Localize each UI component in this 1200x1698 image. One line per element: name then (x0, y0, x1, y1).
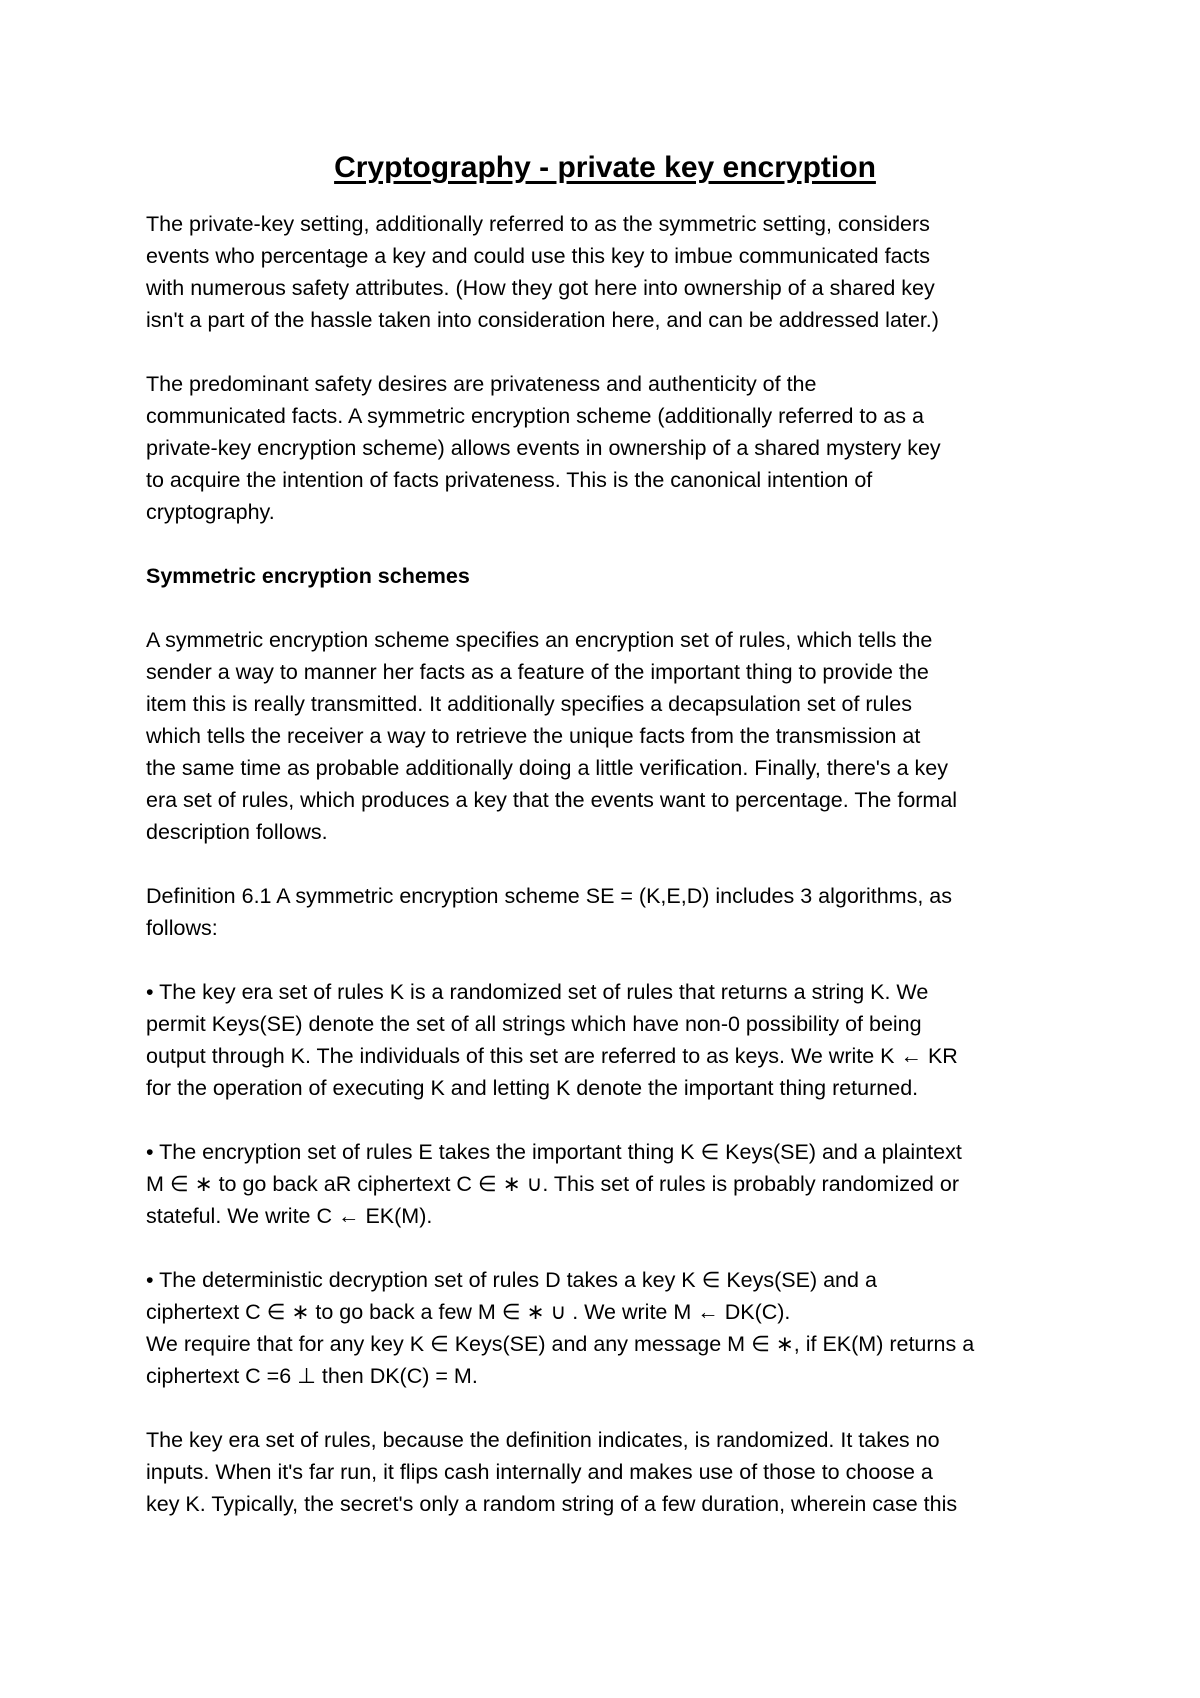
text-line: era set of rules, which produces a key that the events want to percentage. The formal (146, 788, 958, 812)
text-line: for the operation of executing K and letting K denote the important thing returned. (146, 1076, 919, 1100)
text-line: The private-key setting, additionally referred to as the symmetric setting, considers (146, 212, 930, 236)
text-line: M ∈ ∗ to go back aR ciphertext C ∈ ∗ ∪. This set of rules is probably randomized or (146, 1172, 959, 1196)
text-line: cryptography. (146, 500, 275, 524)
document-page (146, 148, 1064, 1520)
bullet-decryption (146, 1264, 1064, 1392)
text-line: description follows. (146, 820, 328, 844)
text-line: ciphertext C =6 ⊥ then DK(C) = M. (146, 1364, 478, 1388)
text-line: item this is really transmitted. It additionally specifies a decapsulation set of rules (146, 692, 913, 716)
paragraph-scheme-description (146, 624, 1064, 848)
text-line: • The deterministic decryption set of rules D takes a key K ∈ Keys(SE) and a (146, 1268, 877, 1292)
text-line: The predominant safety desires are privateness and authenticity of the (146, 372, 817, 396)
paragraph-definition (146, 880, 1064, 944)
text-line: We require that for any key K ∈ Keys(SE) and any message M ∈ ∗, if EK(M) returns a (146, 1332, 975, 1356)
text-line: ciphertext C ∈ ∗ to go back a few M ∈ ∗ ∪ . We write M ← DK(C). (146, 1300, 791, 1324)
text-line: follows: (146, 916, 218, 940)
text-line: key K. Typically, the secret's only a random string of a few duration, wherein case this (146, 1492, 958, 1516)
text-line: The key era set of rules, because the definition indicates, is randomized. It takes no (146, 1428, 940, 1452)
text-line: Definition 6.1 A symmetric encryption scheme SE = (K,E,D) includes 3 algorithms, as (146, 884, 952, 908)
text-line: • The key era set of rules K is a randomized set of rules that returns a string K. We (146, 980, 929, 1004)
text-line: events who percentage a key and could use this key to imbue communicated facts (146, 244, 930, 268)
text-line: sender a way to manner her facts as a feature of the important thing to provide the (146, 660, 929, 684)
text-line: isn't a part of the hassle taken into consideration here, and can be addressed later.) (146, 308, 939, 332)
text-line: A symmetric encryption scheme specifies an encryption set of rules, which tells the (146, 628, 933, 652)
text-line: private-key encryption scheme) allows events in ownership of a shared mystery key (146, 436, 941, 460)
text-line: inputs. When it's far run, it flips cash internally and makes use of those to choose a (146, 1460, 933, 1484)
bullet-key-generation (146, 976, 1064, 1104)
bullet-encryption (146, 1136, 1064, 1232)
text-line: communicated facts. A symmetric encryption scheme (additionally referred to as a (146, 404, 924, 428)
text-line: to acquire the intention of facts privateness. This is the canonical intention of (146, 468, 873, 492)
paragraph-intro (146, 208, 1064, 336)
paragraph-key-generation (146, 1424, 1064, 1520)
text-line: which tells the receiver a way to retrieve the unique facts from the transmission at (146, 724, 921, 748)
paragraph-goals (146, 368, 1064, 528)
document-title: Cryptography - private key encryption (334, 151, 876, 184)
text-line: output through K. The individuals of this set are referred to as keys. We write K ← KR (146, 1044, 958, 1068)
text-line: with numerous safety attributes. (How they got here into ownership of a shared key (146, 276, 935, 300)
text-line: • The encryption set of rules E takes the important thing K ∈ Keys(SE) and a plaintext (146, 1140, 962, 1164)
text-line: the same time as probable additionally doing a little verification. Finally, there's a key (146, 756, 949, 780)
text-line: stateful. We write C ← EK(M). (146, 1204, 433, 1228)
text-line: permit Keys(SE) denote the set of all strings which have non-0 possibility of being (146, 1012, 922, 1036)
section-heading: Symmetric encryption schemes (146, 564, 470, 588)
